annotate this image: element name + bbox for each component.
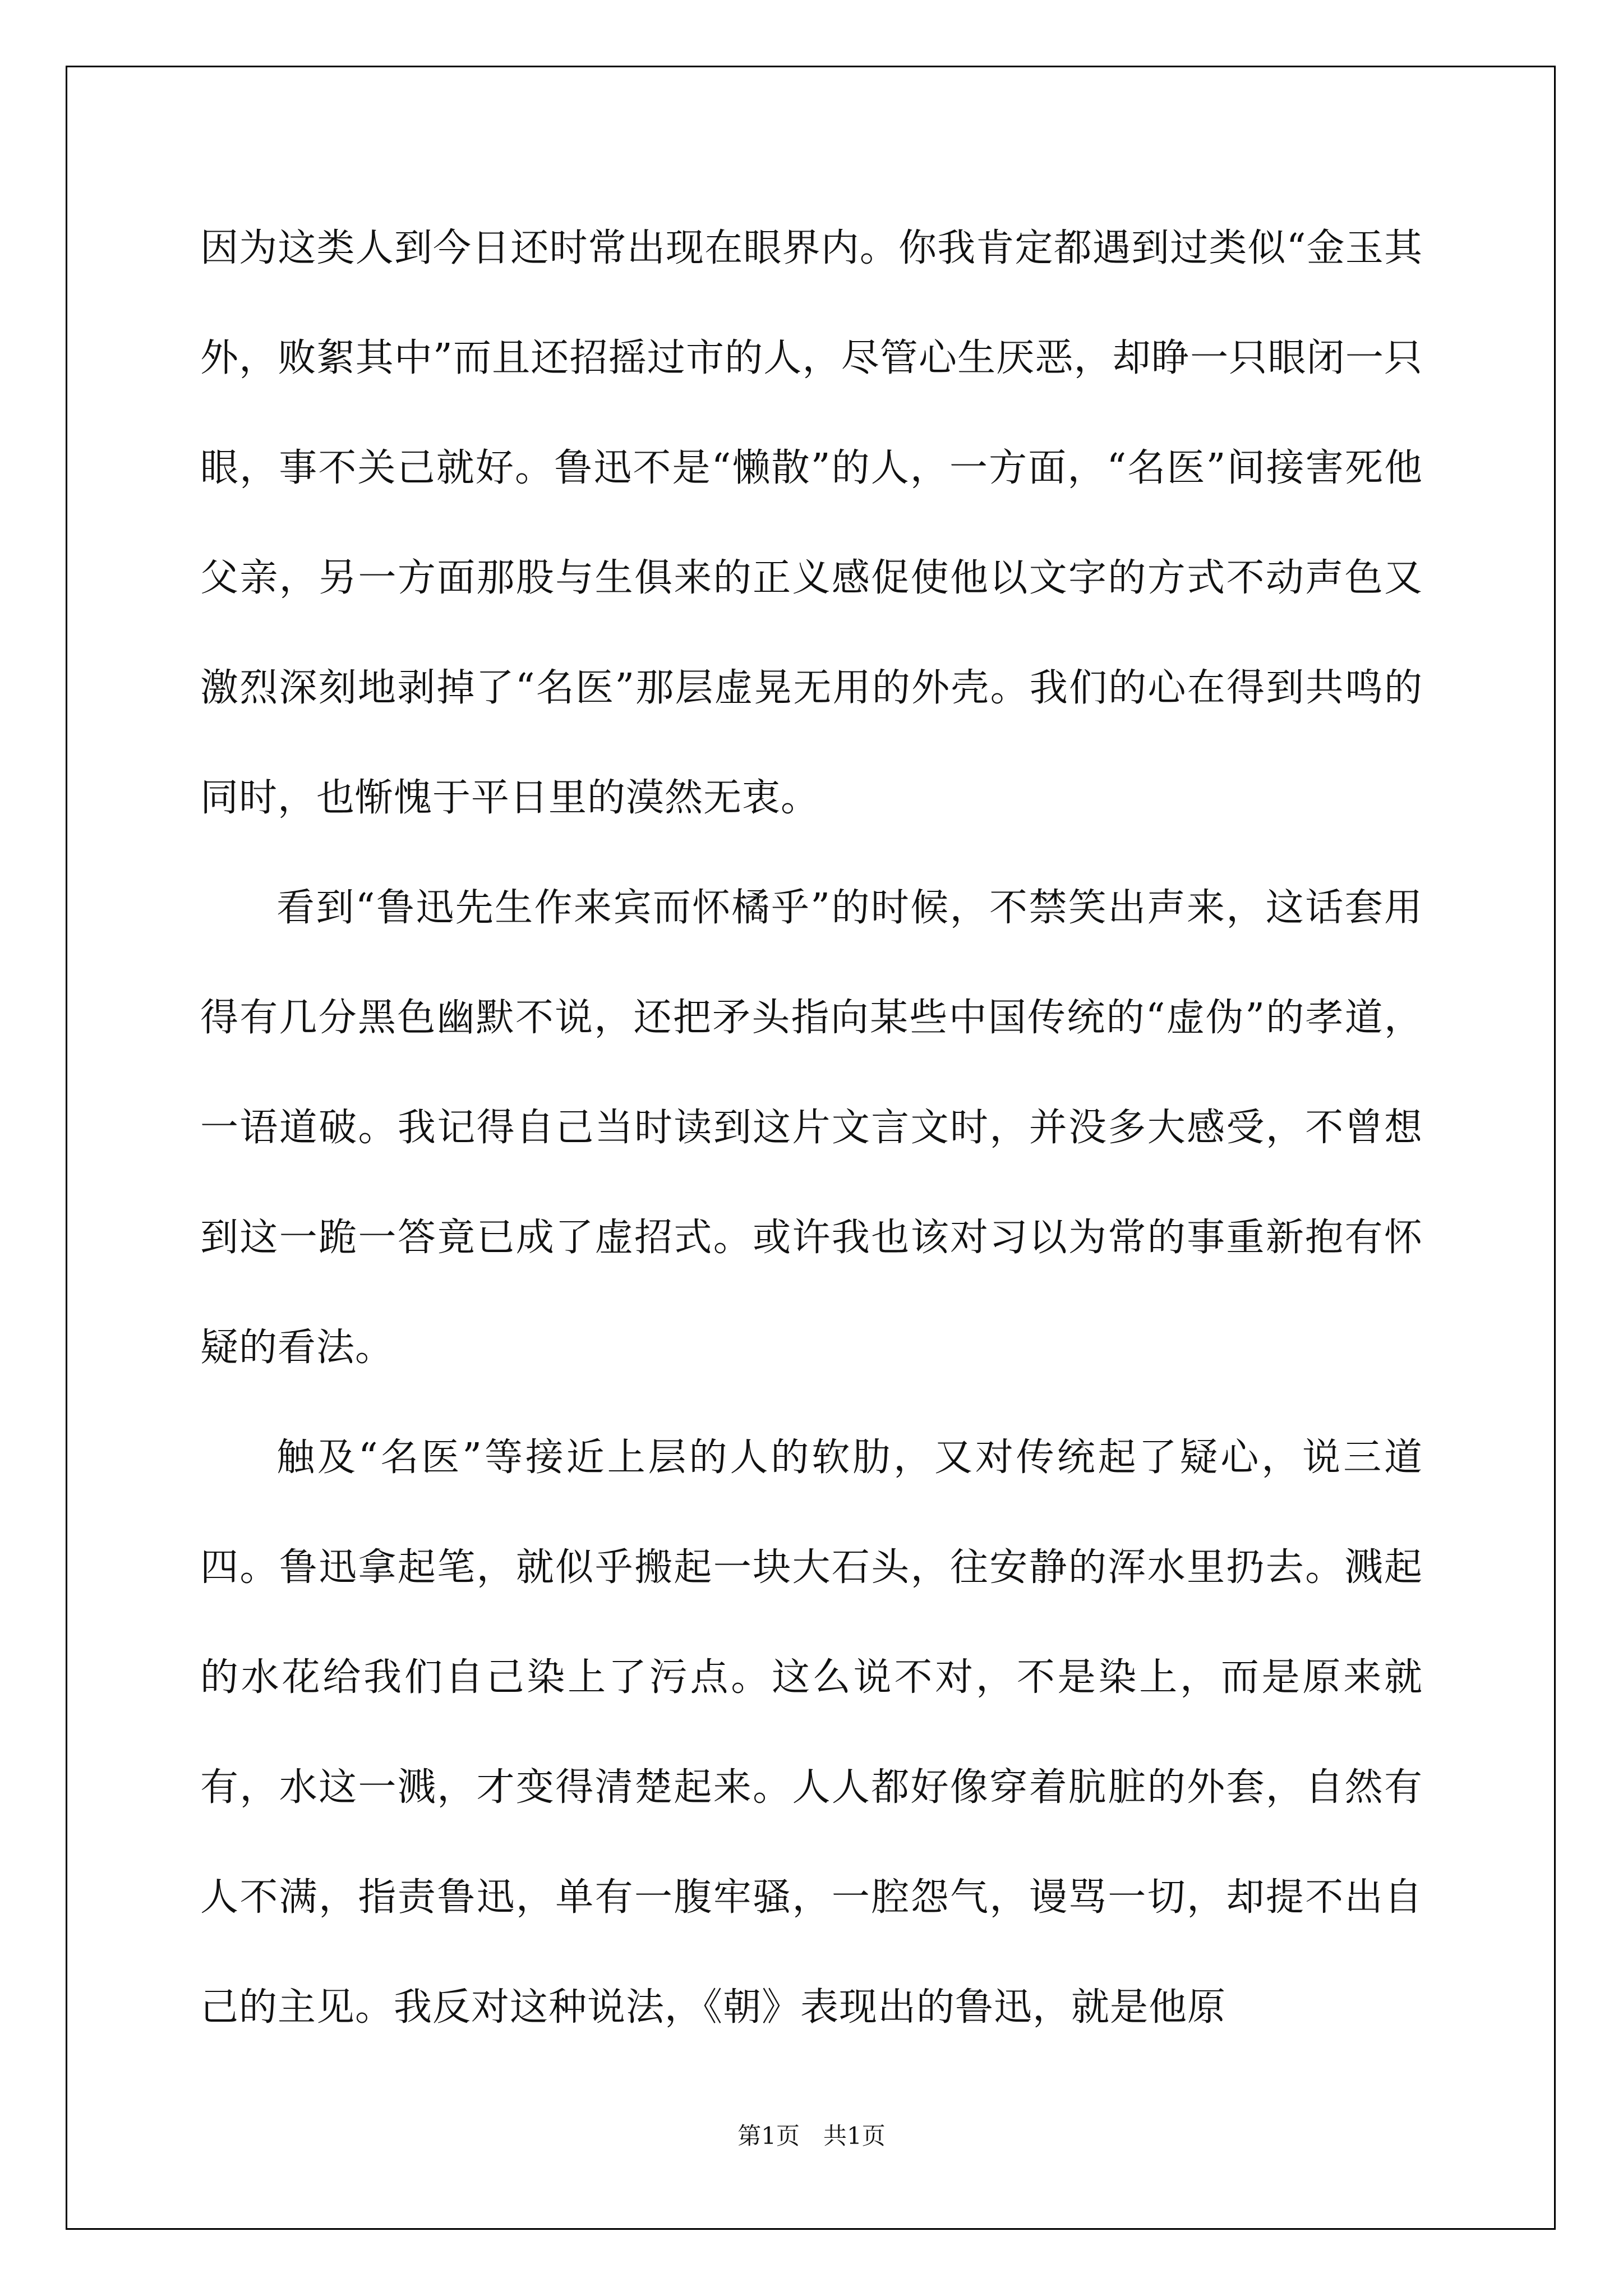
paragraph-2: 看到“鲁迅先生作来宾而怀橘乎”的时候，不禁笑出声来，这话套用得有几分黑色幽默不说，还把矛头指向某些中国传统的“虚伪”的孝道，一语道破。我记得自己当时读到这片文言文时，并没多大感受，不曾想到这一跪一答竟已成了虚招式。或许我也该对习以为常的事重新抱有怀疑的看法。 [200, 886, 1423, 1370]
page-number-footer: 第1页 共1页 [737, 2122, 886, 2150]
document-body [200, 194, 1423, 2063]
paragraph-3: 触及“名医”等接近上层的人的软肋，又对传统起了疑心，说三道四。鲁迅拿起笔，就似乎搬起一块大石头，往安静的浑水里扔去。溅起的水花给我们自己染上了污点。这么说不对，不是染上，而是原来就有，水这一溅，才变得清楚起来。人人都好像穿着肮脏的外套，自然有人不满，指责鲁迅，单有一腹牢骚，一腔怨气，谩骂一切，却提不出自己的主见。我反对这种说法，《朝》表现出的鲁迅，就是他原 [200, 1435, 1423, 2030]
paragraph-1: 因为这类人到今日还时常出现在眼界内。你我肯定都遇到过类似“金玉其外，败絮其中”而且还招摇过市的人，尽管心生厌恶，却睁一只眼闭一只眼，事不关己就好。鲁迅不是“懒散”的人，一方面，“名医”间接害死他父亲，另一方面那股与生俱来的正义感促使他以文字的方式不动声色又激烈深刻地剥掉了“名医”那层虚晃无用的外壳。我们的心在得到共鸣的同时，也惭愧于平日里的漠然无衷。 [200, 226, 1423, 820]
